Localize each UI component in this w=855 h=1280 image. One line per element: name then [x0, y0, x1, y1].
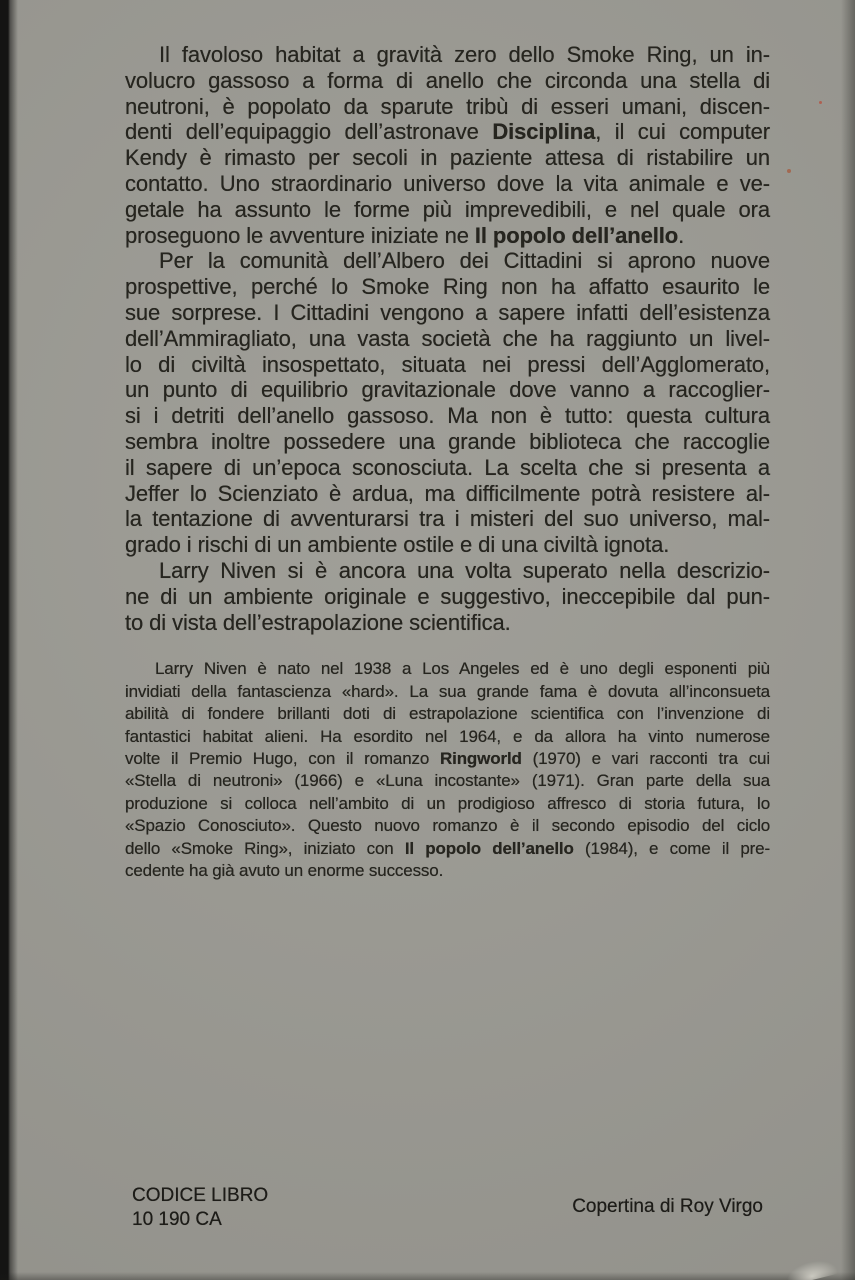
text-line: volte il Premio Hugo, con il romanzo Ringworld (1970) e vari racconti tra cui	[125, 748, 770, 768]
text-line: Larry Niven è nato nel 1938 a Los Angeles ed è uno degli esponenti più	[155, 659, 770, 679]
book-code-value: 10 190 CA	[132, 1208, 222, 1230]
left-spine-edge	[0, 0, 18, 1280]
text-line: prospettive, perché lo Smoke Ring non ha affatto esaurito le	[125, 274, 770, 300]
paragraph	[125, 658, 770, 882]
text-line: sembra inoltre possedere una grande biblioteca che raccoglie	[125, 428, 770, 454]
text-line: Larry Niven si è ancora una volta superato nella descrizio-	[159, 557, 770, 583]
text-line: «Spazio Conosciuto». Questo nuovo romanzo è il secondo episodio del ciclo	[125, 816, 770, 836]
text-line: si i detriti dell’anello gassoso. Ma non è tutto: questa cultura	[125, 403, 770, 429]
text-line: proseguono le avventure iniziate ne Il popolo dell’anello.	[125, 222, 685, 248]
text-line: Kendy è rimasto per secoli in paziente attesa di ristabilire un	[125, 145, 770, 171]
text-line: contatto. Uno straordinario universo dove la vita animale e ve-	[125, 170, 770, 196]
text-line: cedente ha già avuto un enorme successo.	[125, 860, 444, 880]
text-line: dello «Smoke Ring», iniziato con Il popolo dell’anello (1984), e come il pre-	[125, 838, 770, 858]
text-line: Il favoloso habitat a gravità zero dello Smoke Ring, un in-	[159, 42, 770, 67]
text-line: Jeffer lo Scienziato è ardua, ma difficilmente potrà resistere al-	[125, 480, 770, 506]
text-line: abilità di fondere brillanti doti di estrapolazione scientifica con l’invenzione di	[125, 704, 770, 724]
text-line: neutroni, è popolato da sparute tribù di esseri umani, discen-	[125, 93, 770, 119]
right-page-edge	[841, 0, 855, 1280]
book-code	[132, 1184, 268, 1231]
bottom-page-edge	[0, 1272, 855, 1280]
text-line: produzione si colloca nell’ambito di un prodigioso affresco di storia futura, lo	[125, 793, 770, 813]
text-line: la tentazione di avventurarsi tra i misteri del suo universo, mal-	[125, 506, 770, 532]
text-line: Per la comunità dell’Albero dei Cittadini si aprono nuove	[159, 248, 770, 274]
text-line: invidiati della fantascienza «hard». La sua grande fama è dovuta all’inconsueta	[125, 681, 770, 701]
text-line: volucro gassoso a forma di anello che circonda una stella di	[125, 67, 770, 93]
text-line: ne di un ambiente originale e suggestivo, ineccepibile dal pun-	[125, 583, 770, 609]
text-line: lo di civiltà insospettato, situata nei pressi dell’Agglomerato,	[125, 351, 770, 377]
scan-speck	[787, 169, 791, 173]
cover-artist-credit: Copertina di Roy Virgo	[572, 1196, 763, 1217]
paragraph	[125, 42, 770, 248]
scan-speck	[819, 101, 822, 104]
paragraph	[125, 248, 770, 558]
text-line: fantastici habitat alieni. Ha esordito nel 1964, e da allora ha vinto numerose	[125, 726, 770, 746]
text-line: il sapere di un’epoca sconosciuta. La scelta che si presenta a	[125, 454, 770, 480]
text-line: «Stella di neutroni» (1966) e «Luna incostante» (1971). Gran parte della sua	[125, 771, 770, 791]
text-line: dell’Ammiragliato, una vasta società che ha raggiunto un livel-	[125, 325, 770, 351]
author-bio-text	[125, 658, 770, 882]
text-line: grado i rischi di un ambiente ostile e di una civiltà ignota.	[125, 532, 670, 558]
text-line: un punto di equilibrio gravitazionale dove vanno a raccoglier-	[125, 377, 770, 403]
book-code-label: CODICE LIBRO	[132, 1185, 269, 1206]
text-line: sue sorprese. I Cittadini vengono a sapere infatti dell’esistenza	[125, 299, 770, 325]
paragraph	[125, 558, 770, 635]
back-cover-text-column	[125, 0, 770, 882]
text-line: getale ha assunto le forme più imprevedibili, e nel quale ora	[125, 196, 770, 222]
text-line: to di vista dell’estrapolazione scientifica.	[125, 609, 511, 635]
synopsis-text	[125, 42, 770, 635]
text-line: denti dell’equipaggio dell’astronave Disciplina, il cui computer	[125, 119, 771, 145]
